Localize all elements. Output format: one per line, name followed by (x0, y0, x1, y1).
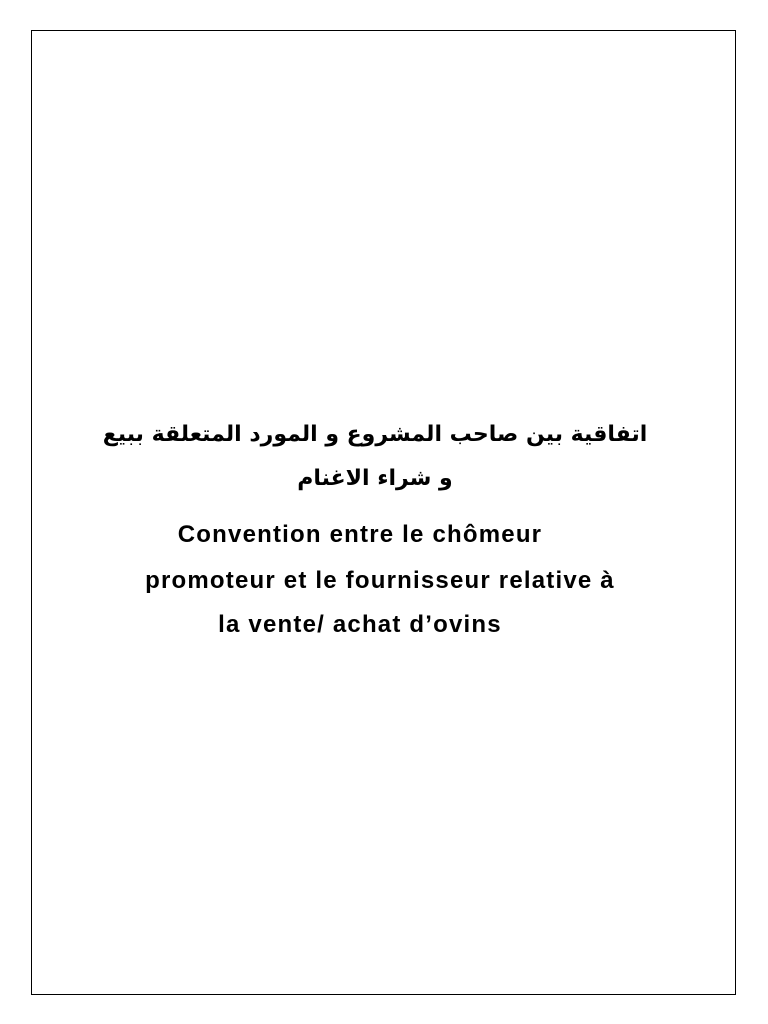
french-title-line-1: Convention entre le chômeur (177, 521, 543, 548)
arabic-title-line-1: اتفاقية بين صاحب المشروع و المورد المتعلقة ببيع (102, 422, 648, 447)
french-title-line-2: promoteur et le fournisseur relative à (145, 567, 615, 594)
arabic-title-line-2: و شراء الاغنام (297, 466, 453, 491)
french-title-line-3: la vente/ achat d’ovins (218, 611, 502, 638)
page-border-frame (31, 30, 736, 995)
